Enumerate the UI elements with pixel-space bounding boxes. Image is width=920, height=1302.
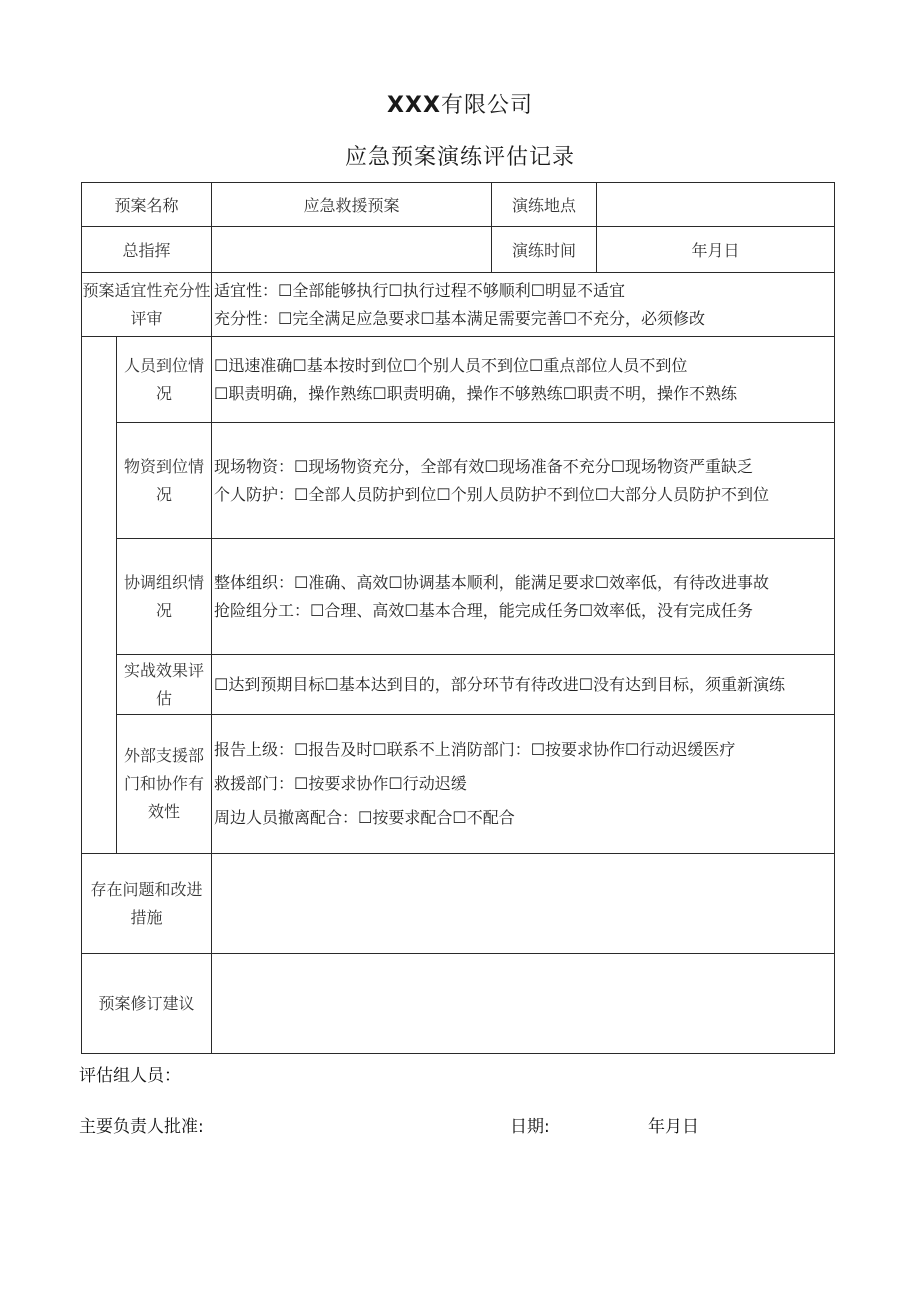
materials-options[interactable]	[212, 423, 835, 539]
date-label: 日期:	[510, 1117, 550, 1137]
personnel-line: ☐迅速准确☐基本按时到位☐个别人员不到位☐重点部位人员不到位	[214, 355, 688, 375]
evacuation-line: 周边人员撤离配合：☐按要求配合☐不配合	[214, 808, 515, 827]
row-materials	[82, 423, 835, 539]
personnel-duty-line: ☐职责明确，操作熟练☐职责明确，操作不够熟练☐职责不明，操作不熟练	[214, 383, 738, 403]
rescue-dept-line: 救援部门：☐按要求协作☐行动迟缓	[214, 774, 467, 793]
effect-line: ☐达到预期目标☐基本达到目的，部分环节有待改进☐没有达到目标，须重新演练	[214, 674, 786, 694]
company-prefix: XXX	[387, 93, 441, 118]
page-title: 应急预案演练评估记录	[344, 145, 575, 170]
commander-value[interactable]	[212, 227, 492, 273]
company-suffix: 有限公司	[440, 93, 533, 118]
row-plan-name	[82, 183, 835, 227]
personnel-label: 人员到位情况	[117, 337, 212, 423]
problems-value[interactable]	[212, 854, 835, 954]
problems-label: 存在问题和改进措施	[82, 854, 212, 954]
personnel-options[interactable]	[212, 337, 835, 423]
row-revision	[82, 954, 835, 1054]
approver-label: 主要负责人批准:	[79, 1117, 204, 1137]
coordination-options[interactable]	[212, 539, 835, 655]
section-side-cell	[82, 337, 117, 854]
revision-value[interactable]	[212, 954, 835, 1054]
coordination-label: 协调组织情况	[117, 539, 212, 655]
row-personnel	[82, 337, 835, 423]
suitability-options[interactable]	[212, 273, 835, 337]
suitability-label: 预案适宜性充分性评审	[82, 273, 212, 337]
rescue-division-line: 抢险组分工：☐合理、高效☐基本合理，能完成任务☐效率低，没有完成任务	[214, 600, 754, 620]
plan-name-label: 预案名称	[82, 183, 212, 227]
report-line: 报告上级：☐报告及时☐联系不上消防部门：☐按要求协作☐行动迟缓医疗	[214, 740, 736, 759]
location-value[interactable]	[597, 183, 835, 227]
time-label: 演练时间	[492, 227, 597, 273]
row-effect	[82, 655, 835, 715]
external-options[interactable]	[212, 715, 835, 854]
protection-line: 个人防护：☐全部人员防护到位☐个别人员防护不到位☐大部分人员防护不到位	[214, 484, 770, 504]
adequacy-line: 充分性：☐完全满足应急要求☐基本满足需要完善☐不充分，必须修改	[214, 308, 706, 328]
location-label: 演练地点	[492, 183, 597, 227]
effect-label: 实战效果评估	[117, 655, 212, 715]
commander-label: 总指挥	[82, 227, 212, 273]
evaluators-label: 评估组人员：	[79, 1066, 181, 1086]
suitability-line: 适宜性：☐全部能够执行☐执行过程不够顺利☐明显不适宜	[214, 280, 626, 300]
materials-label: 物资到位情况	[117, 423, 212, 539]
row-commander	[82, 227, 835, 273]
materials-line: 现场物资：☐现场物资充分，全部有效☐现场准备不充分☐现场物资严重缺乏	[214, 456, 754, 476]
coordination-line: 整体组织：☐准确、高效☐协调基本顺利，能满足要求☐效率低，有待改进事故	[214, 572, 770, 592]
evaluation-form-table	[81, 182, 835, 1054]
plan-name-value[interactable]: 应急救援预案	[212, 183, 492, 227]
row-suitability	[82, 273, 835, 337]
external-label: 外部支援部门和协作有效性	[117, 715, 212, 854]
row-external	[82, 715, 835, 854]
row-coordination	[82, 539, 835, 655]
company-title	[0, 88, 920, 119]
row-problems	[82, 854, 835, 954]
effect-options[interactable]	[212, 655, 835, 715]
time-value[interactable]: 年月日	[597, 227, 835, 273]
date-value[interactable]: 年月日	[648, 1117, 699, 1137]
revision-label: 预案修订建议	[82, 954, 212, 1054]
